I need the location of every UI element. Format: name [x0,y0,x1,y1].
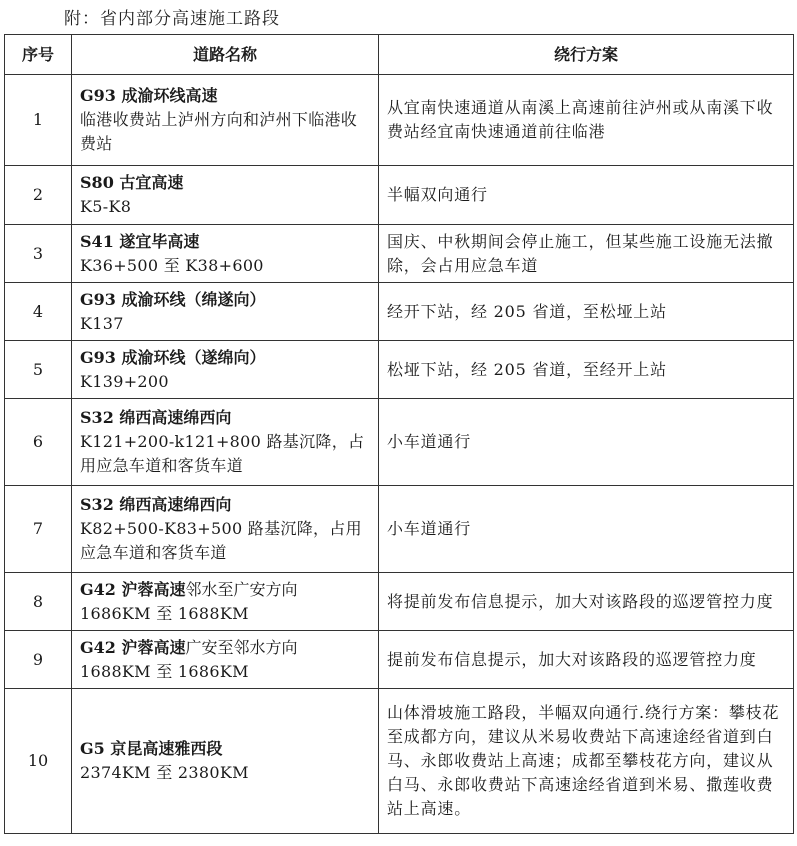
table-row [5,283,794,341]
detour-plan: 小车道通行 [379,486,794,573]
road-detail: K5-K8 [80,197,132,216]
construction-table [4,34,794,834]
road-cell [72,75,379,166]
road-cell [72,225,379,283]
road-cell [72,399,379,486]
road-name: G93 成渝环线（绵遂向） [80,289,266,309]
detour-plan: 从宜南快速通道从南溪上高速前往泸州或从南溪下收费站经宜南快速通道前往临港 [379,75,794,166]
row-number: 7 [5,486,72,573]
road-cell [72,166,379,225]
detour-plan: 半幅双向通行 [379,166,794,225]
header-road: 道路名称 [72,35,379,75]
road-detail: 2374KM 至 2380KM [80,763,249,782]
road-name: G93 成渝环线高速 [80,86,218,105]
header-row [5,35,794,75]
table-row [5,573,794,631]
road-cell [72,486,379,573]
detour-plan: 经开下站，经 205 省道，至松垭上站 [379,283,794,341]
table-row [5,399,794,486]
header-plan: 绕行方案 [379,35,794,75]
road-cell [72,283,379,341]
road-cell [72,689,379,834]
road-detail: 1688KM 至 1686KM [80,661,249,681]
table-row [5,225,794,283]
detour-plan: 将提前发布信息提示，加大对该路段的巡逻管控力度 [379,573,794,631]
table-row [5,631,794,689]
header-no: 序号 [5,35,72,75]
road-name: G93 成渝环线（遂绵向） [80,347,266,367]
row-number: 5 [5,341,72,399]
detour-plan: 国庆、中秋期间会停止施工，但某些施工设施无法撤除，会占用应急车道 [379,225,794,283]
road-name: G42 沪蓉高速邻水至广安方向 [80,579,298,599]
road-detail: K121+200-k121+800 路基沉降，占用应急车道和客货车道 [80,432,365,475]
road-cell [72,631,379,689]
road-detail: 1686KM 至 1688KM [80,603,249,623]
road-cell [72,341,379,399]
detour-plan: 提前发布信息提示，加大对该路段的巡逻管控力度 [379,631,794,689]
row-number: 6 [5,399,72,486]
row-number: 3 [5,225,72,283]
detour-plan: 松垭下站，经 205 省道，至经开上站 [379,341,794,399]
road-name: G5 京昆高速雅西段 [80,739,223,758]
table-row [5,166,794,225]
table-row [5,689,794,834]
caption: 附：省内部分高速施工路段 [64,9,280,29]
row-number: 2 [5,166,72,225]
row-number: 10 [5,689,72,834]
detour-plan: 山体滑坡施工路段，半幅双向通行.绕行方案：攀枝花至成都方向，建议从米易收费站下高速途经省道到白马、永郎收费站上高速；成都至攀枝花方向，建议从白马、永郎收费站下高速途经省道到米易、撒莲收费站上高速。 [379,689,794,834]
road-name: S32 绵西高速绵西向 [80,408,232,427]
road-name: S32 绵西高速绵西向 [80,495,232,514]
road-detail: 临港收费站上泸州方向和泸州下临港收费站 [80,110,358,153]
row-number: 8 [5,573,72,631]
row-number: 4 [5,283,72,341]
road-cell [72,573,379,631]
road-detail: K139+200 [80,371,169,391]
table-row [5,75,794,166]
row-number: 9 [5,631,72,689]
table-row [5,486,794,573]
road-detail: K82+500-K83+500 路基沉降，占用应急车道和客货车道 [80,519,362,562]
row-number: 1 [5,75,72,166]
road-name: S80 古宜高速 [80,173,184,192]
detour-plan: 小车道通行 [379,399,794,486]
road-name: S41 遂宜毕高速 [80,231,200,251]
road-detail: K137 [80,313,124,333]
road-name: G42 沪蓉高速广安至邻水方向 [80,637,298,657]
road-detail: K36+500 至 K38+600 [80,255,264,275]
table-row [5,341,794,399]
